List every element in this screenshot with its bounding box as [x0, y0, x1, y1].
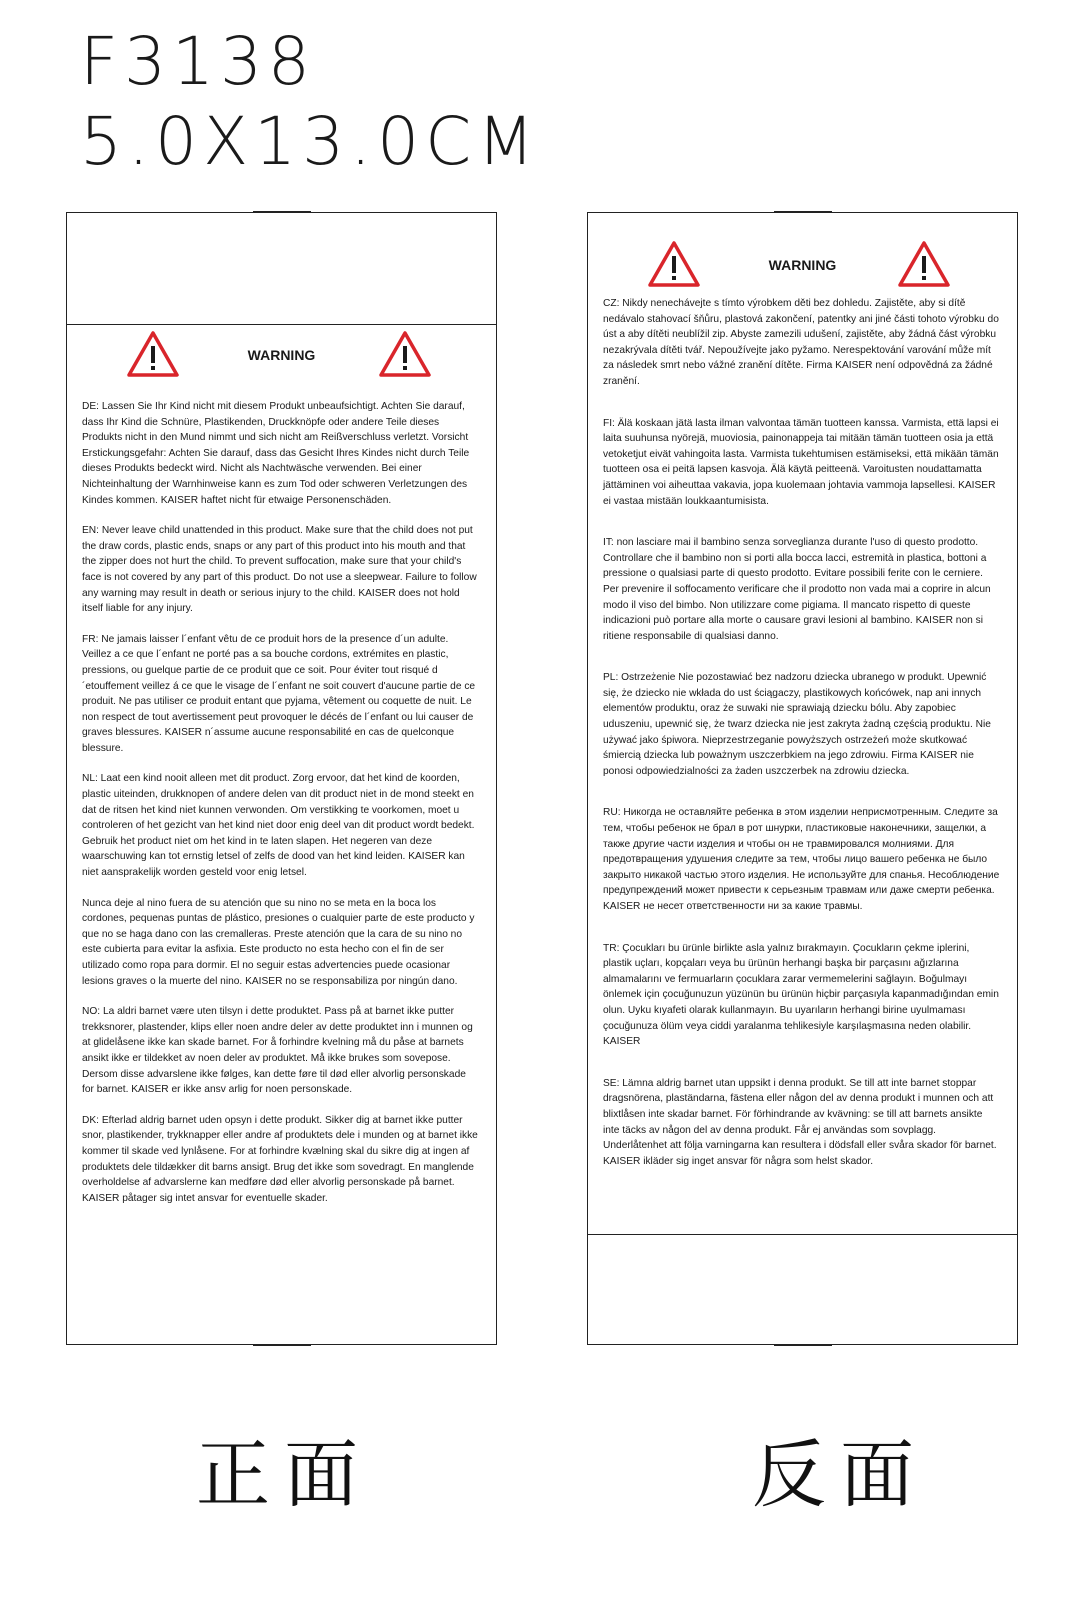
- warning-text-back: [603, 296, 1001, 1184]
- back-caption: 反面: [752, 1432, 928, 1518]
- fold-line: [588, 1234, 1017, 1235]
- warning-paragraph-fr: FR: Ne jamais laisser l´enfant vêtu de ce produit hors de la presence d´un adulte. Veillez a ce que l´enfant ne porté pas a sa bouche cordons, extrémites en plastic, pressions, ou guelque partie de ce produit que ce soit. Pour éviter tout risqué d´etouffement veillez á ce que le visage de l´enfant ne soit couvert d'aucune partie de ce produit. Ne pas utiliser ce produit entant que pyjama, vêtement ou coquette de nuit. Le non respect de tout avertissement peut provoquer le décés de l´enfant ou lui causer de graves blessures. KAISER n´assume aucune responsabilité en cas de quelconque blessure.: [82, 633, 476, 754]
- warning-paragraph-no: NO: La aldri barnet være uten tilsyn i dette produktet. Pass på at barnet ikke putter trekksnorer, plastender, klips eller noen andre deler av dette produktet inn i munnen og at glidelåsene ikke kan skade barnet. For å forhindre kvelning må du påse at barnets ansikt ikke er tildekket av noen deler av produktet. Må ikke brukes som sovepose. Dersom disse advarslene ikke følges, kan dette føre til død eller alvorlig personskade for barnet. KAISER er ikke ansv arlig for noen personskade.: [82, 1006, 473, 1096]
- warning-paragraph-en: EN: Never leave child unattended in this product. Make sure that the child does not put the draw cords, plastic ends, snaps or any part of this product into his mouth and that the zipper does not hurt the child. To prevent suffocation, make sure that your child's face is not covered by any part of this product. Do not use a sleepwear. Failure to follow any warning may result in death or serious injury to the child. KAISER does not hold itself liable for any injury.: [82, 525, 477, 615]
- fold-line: [67, 324, 496, 325]
- warning-triangle-icon: [898, 241, 950, 287]
- warning-paragraph-nl: NL: Laat een kind nooit alleen met dit product. Zorg ervoor, dat het kind de koorden, plastic uiteinden, drukknopen of andere delen van dit product niet in de mond steekt en dat de ritsen het kind niet kunnen verwonden. Om verstikking te voorkomen, moet u controleren of het gezicht van het kind niet door enig deel van dit product wordt bedekt. Gebruik het product niet om het kind in te laten slapen. Het negeren van deze waarschuwing kan tot ernstig letsel of zelfs de dood van het kind leiden. KAISER kan niet aansprakelijk worden gesteld voor enig letsel.: [82, 773, 475, 879]
- back-label-panel: [587, 212, 1018, 1345]
- warning-paragraph-cz: CZ: Nikdy nenechávejte s tímto výrobkem děti bez dohledu. Zajistěte, aby si dítě nedávalo stahovací šňůru, plastová zakončení, patentky ani jiné části tohoto výrobku do úst a aby dítěti neublížil zip. Abyste zamezili udušení, zajistěte, aby žádná část výrobku nezakrývala dítěti tvář. Nepoužívejte jako pyžamo. Nerespektování varování může mít za následek smrt nebo vážné zranění dítěte. Firma KAISER není odpovědná za žádné zranění.: [603, 298, 999, 387]
- fold-mark-top: [774, 211, 832, 213]
- warning-text-front: [82, 399, 480, 1221]
- warning-paragraph-es: Nunca deje al nino fuera de su atención que su nino no se meta en la boca los cordones, pequenas puntas de plástico, presiones o cualquier parte de este producto y que no se haga dano con las cremalleras. Preste atención que la cara de su nino no este cubierta para evitar la asfixia. Este producto no esta hecho con el fin de ser utilizado como ropa para dormir. El no seguir estas advertencies puede ocasionar lesions graves o la muerte del nino. KAISER no se responsabiliza por ningún dano.: [82, 897, 475, 987]
- warning-paragraph-ru: RU: Никогда не оставляйте ребенка в этом изделии неприсмотренным. Следите за тем, чтобы ребенок не брал в рот шнурки, пластиковые наконечники, защелки, а также другие части изделия и чтобы он не травмировался молниями. Для предотвращения удушения следите за тем, чтобы лицо вашего ребенка не было закрыто никакой частью этого изделия. Не используйте для спанья. Несоблюдение предупреждений может привести к серьезным травмам или даже смерти ребенка. KAISER не несет ответственности ни за какие травмы.: [603, 807, 1000, 912]
- warning-triangle-icon: [379, 331, 431, 377]
- warning-title: WARNING: [247, 347, 316, 363]
- spec-header: [80, 22, 540, 182]
- warning-paragraph-dk: DK: Efterlad aldrig barnet uden opsyn i dette produkt. Sikker dig at barnet ikke putter snor, plastikender, trykknapper eller andre af produktets dele i munden og at barnet ikke kommer til skade ved lynlåsene. For at forhindre kvælning skal du sikre dig at ingen af produktets dele tildækker dit barns ansigt. Brug det ikke som sovedragt. En manglende overholdelse af advarslerne kan medføre død eller alvorlig personskade på barnet. KAISER påtager sig intet ansvar for eventuelle skader.: [82, 1114, 478, 1204]
- warning-header: [588, 241, 1017, 293]
- product-code: F3138: [80, 23, 316, 100]
- fold-mark-top: [253, 211, 311, 213]
- front-label-panel: [66, 212, 497, 1345]
- warning-paragraph-se: SE: Lämna aldrig barnet utan uppsikt i denna produkt. Se till att inte barnet stoppar dragsnörena, plaständarna, fästena eller någon del av denna produkt i munnen och att blixtlåsen inte skadar barnet. För förhindrande av kvävning: se till att barnets ansikte inte täcks av någon del av denna produkt. Får ej användas som sovplagg. Underlåtenhet att följa varningarna kan resultera i dödsfall eller svåra skador för barnet. KAISER ikläder sig inget ansvar för några som helst skador.: [603, 1077, 997, 1167]
- warning-paragraph-tr: TR: Çocukları bu ürünle birlikte asla yalnız bırakmayın. Çocukların çekme iplerini, plastik uçları, kopçaları veya bu ürünün herhangi başka bir parçasını ağızlarına almamalarını ve fermuarların çocuklara zarar vermemelerini sağlayın. Boğulmayı önlemek için çocuğunuzun yüzünün bu ürünün hiçbir parçasıyla kapanmadığından emin olun. Uyku kıyafeti olarak kullanmayın. Bu uyarıların herhangi birine uyulmaması çocuğunuza ölüm veya ciddi yaralanma tehlikesiyle karşılaşmasına neden olabilir. KAISER: [603, 942, 999, 1048]
- label-size: 5.0X13.0CM: [80, 103, 541, 180]
- fold-mark-bottom: [774, 1344, 832, 1346]
- warning-paragraph-pl: PL: Ostrzeżenie Nie pozostawiać bez nadzoru dziecka ubranego w produkt. Upewnić się, że dziecko nie wkłada do ust ściągaczy, plastikowych końcówek, nap ani innych elementów produktu, oraz że suwaki nie sprawiają dziecku bólu. Aby zapobiec uduszeniu, upewnić się, że twarz dziecka nie jest zakryta żadną częścią produktu. Nie używać jako śpiwora. Nieprzestrzeganie powyższych ostrzeżeń może skutkować śmiercią dziecka lub poważnym uszczerbkiem na jego zdrowiu. Firma KAISER nie ponosi odpowiedzialności za żaden uszczerbek na zdrowiu dziecka.: [603, 672, 991, 777]
- warning-paragraph-it: IT: non lasciare mai il bambino senza sorveglianza durante l'uso di questo prodotto. Controllare che il bambino non si porti alla bocca lacci, estremità in plastica, bottoni a pressione o qualsiasi parte di questo prodotto. Evitare possibili ferite con le cerniere. Per prevenire il soffocamento verificare che il prodotto non vada mai a coprire in alcun modo il viso del bimbo. Non utilizzare come pigiama. Il mancato rispetto di queste indicazioni può portare alla morte o causare gravi lesioni al bambino. KAISER non si ritiene responsabile di qualsiasi danno.: [603, 537, 991, 642]
- warning-header: [67, 331, 496, 383]
- warning-paragraph-fi: FI: Älä koskaan jätä lasta ilman valvontaa tämän tuotteen kanssa. Varmista, että lapsi ei laita suuhunsa nyörejä, muoviosia, painonappeja tai mitään tämän tuotteen osia ja että vetoketjut eivät vahingoita lasta. Varmista tukehtumisen estämiseksi, että mikään tämän tuotteen osa ei peitä lapsen kasvoja. Älä käytä peitteenä. Varoitusten noudattamatta jättäminen voi aiheuttaa vakavia, jopa kuolemaan johtavia vammoja lapsellesi. KAISER ei vastaa mistään loukkaantumisista.: [603, 417, 999, 507]
- warning-paragraph-de: DE: Lassen Sie Ihr Kind nicht mit diesem Produkt unbeaufsichtigt. Achten Sie darauf, dass Ihr Kind die Schnüre, Plastikenden, Druckknöpfe oder andere Teile dieses Produkts nicht in den Mund nimmt und sich nicht am Reißverschluss verletzt. Vorsicht Erstickungsgefahr: Achten Sie darauf, dass das Gesicht Ihres Kindes nicht durch Teile dieses Produkts bedeckt wird. Nicht als Nachtwäsche verwenden. Bei einer Nichteinhaltung der Warnhinweise kann es zum Tod oder schweren Verletzungen des Kindes kommen. KAISER haftet nicht für etwaige Personenschäden.: [82, 401, 470, 506]
- warning-title: WARNING: [768, 257, 837, 273]
- front-caption: 正面: [196, 1432, 372, 1518]
- fold-mark-bottom: [253, 1344, 311, 1346]
